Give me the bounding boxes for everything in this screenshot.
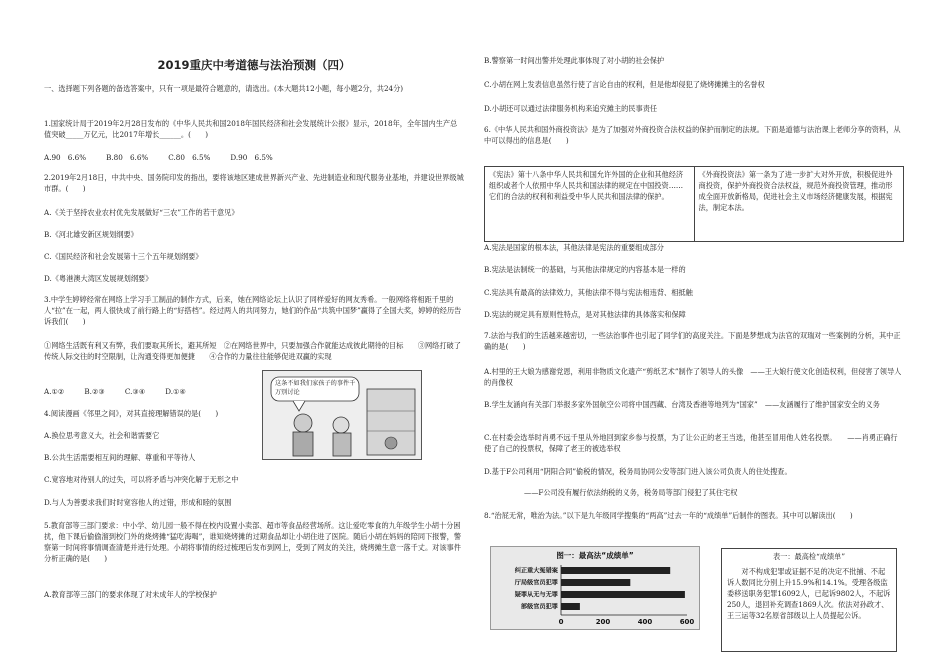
option: C.小胡在网上发表信息虽然行使了言论自由的权利，但是他却侵犯了烧烤摊摊主的名誉权: [484, 80, 765, 89]
option: D.小胡还可以通过法律服务机构来追究摊主的民事责任: [484, 104, 658, 113]
question-7: 7.法治与我们的生活越来越密切，一些法治事件也引起了同学们的高度关注。下面是梦想成为法官的双瑞对一些案例的分析，其中正确的是( ): [484, 331, 901, 351]
cartoon-image: [262, 370, 422, 460]
tick-label: 400: [637, 618, 653, 626]
option: C.《国民经济和社会发展第十三个五年规划纲要》: [44, 252, 203, 261]
option: D.①④: [165, 387, 186, 396]
bar: [561, 603, 580, 610]
option: B.《河北雄安新区规划纲要》: [44, 230, 138, 239]
option: D.90 6.5%: [230, 153, 273, 162]
table1-text: 对不构成犯罪或证据不足的决定不批捕、不起诉人数同比分别上升15.9%和14.1%。受理各级监委移送职务犯罪16092人，已起诉9802人，不起诉250人，退回补充调查1869人次。依法对孙政才、王三运等32名原省部级以上人员提起公诉。: [727, 567, 891, 620]
question-8: 8.“治屁无常，唯治为法。”以下是九年级同学搜集的“两高”过去一年的“成绩单”后制作的图表。其中可以解读出( ): [484, 511, 853, 520]
option: C.宪法具有最高的法律效力，其他法律不得与宪法相违背、相抵触: [484, 288, 693, 297]
tick-label: 600: [679, 618, 695, 626]
option: A.《关于坚持农业农村优先发展做好“三农”工作的若干意见》: [44, 208, 239, 217]
cartoon-caption: 这条不如我们家孩子的事件千万别讨论: [275, 380, 356, 396]
option: A.教育部等三部门的要求体现了对未成年人的学校保护: [44, 590, 217, 599]
page-title: 2019重庆中考道德与法治预测（四）: [157, 58, 351, 72]
option: D.与人为善要求我们时时宽容他人的过错，形成和睦的氛围: [44, 498, 232, 507]
option: C.80 6.5%: [168, 153, 211, 162]
option: B.警察第一时间出警并处理此事体现了对小胡的社会保护: [484, 56, 665, 65]
tick-label: 0: [558, 618, 564, 626]
question-3-items: ①网络生活既有利又有弊，我们要取其所长，避其所短 ②在网络世界中，只要加强合作就能达成彼此期待的目标 ③网络打破了传统人际交往的时空限制，让沟通变得更加便捷 ④合作的力量往往能够促进双赢的实现: [44, 341, 461, 361]
option: A.宪法是国家的根本法，其他法律是宪法的重要组成部分: [484, 243, 664, 252]
category-label: 部级官员犯罪: [520, 603, 558, 611]
category-label: 厅局级官员犯罪: [514, 579, 558, 587]
option: A.换位思考意义大，社会和谐需要它: [44, 431, 160, 440]
table1-title: 表一：最高检“成绩单”: [772, 552, 846, 561]
chart-title: 图一：最高法“成绩单”: [556, 551, 634, 560]
option: A.90 6.6%: [44, 153, 87, 162]
question-3: 3.中学生婷婷经常在网络上学习手工制品的制作方式，后来，她在网络论坛上认识了同样爱好的网友秀希。一般网络将相距千里的人“拉”在一起，两人很快成了前行路上的“好搭档”。经过两人的共同努力，她们的作品“共筑中国梦”赢得了全国大奖，婷婷的经历告诉我们( ): [44, 295, 462, 326]
tick-label: 200: [595, 618, 611, 626]
option: B.学生友涵向有关部门举报多家外国航空公司将中国西藏、台湾及香港等地列为“国家” ——友涵履行了维护国家安全的义务: [484, 400, 880, 409]
bar: [561, 591, 685, 598]
left-column: [44, 0, 464, 599]
procuratorate-table: [721, 548, 897, 652]
question-2: 2.2019年2月18日，中共中央、国务院印发的指出，要将该地区建成世界新兴产业、先进制造业和现代服务业基地，并建设世界级城市群。( ): [44, 173, 464, 193]
question-1: 1.国家统计局于2019年2月28日发布的《中华人民共和国2018年国民经济和社会发展统计公报》显示，2018年，全年国内生产总值突破_____万亿元，比2017年增长______。( ): [44, 119, 458, 139]
constitution-cell: 《宪法》第十八条中华人民共和国允许外国的企业和其他经济组织或者个人依照中华人民共和国法律的规定在中国投资……它们的合法的权利和利益受中华人民共和国法律的保护。: [489, 170, 684, 201]
question-6: 6.《中华人民共和国外商投资法》是为了加强对外商投资合法权益的保护而制定的法规。下面是道德与法治课上老师分享的资料，从中可以得出的信息是( ): [484, 125, 901, 145]
option: D.宪法的规定具有原则性特点，是对其他法律的具体落实和保障: [484, 310, 686, 319]
option: B.宪法是法制统一的基础，与其他法律规定的内容基本是一样的: [484, 265, 686, 274]
option-d-note: ——F公司没有履行依法纳税的义务，税务局等部门侵犯了其住宅权: [524, 488, 738, 497]
option: C.宽容地对待别人的过失，可以将矛盾与冲突化解于无形之中: [44, 475, 239, 484]
category-label: 纠正重大冤错案: [514, 567, 558, 575]
option: A.①②: [44, 387, 65, 396]
option: C.③④: [124, 387, 146, 396]
category-label: 疑罪从无与无罪: [514, 591, 558, 599]
law-comparison-table: [484, 166, 904, 242]
chart-svg: [491, 547, 699, 629]
option: A.村里的王大娘为感谢党恩，利用非物质文化遗产“剪纸艺术”制作了领导人的头像 ——王大娘行使文化创造权利，但侵害了领导人的肖像权: [484, 367, 902, 387]
option: D.《粤港澳大湾区发展规划纲要》: [44, 274, 153, 283]
bar: [561, 579, 630, 586]
option: C.在村委会选举时肖勇不远千里从外地回到家乡参与投票，为了让公正的老王当选，他甚至冒用他人姓名投票。 ——肖勇正确行使了自己的投票权，保障了老王的被选举权: [484, 433, 898, 453]
instruction: 一、选择题下列各题的备选答案中，只有一项是最符合题意的，请选出。(本大题共12小题，每小题2分，共24分): [44, 84, 404, 93]
bar: [561, 567, 670, 574]
option: B.公共生活需要相互间的理解、尊重和平等待人: [44, 453, 196, 462]
question-3-options: [44, 386, 294, 397]
question-1-options: [44, 152, 464, 163]
foreign-investment-law-cell: 《外商投资法》第一条为了进一步扩大对外开放，积极促进外商投资，保护外商投资合法权益，规范外商投资管理，推动形成全面开放新格局，促进社会主义市场经济健康发展，根据宪法，制定本法。: [694, 167, 904, 241]
question-4: 4.阅读漫画《邻里之间》，对其直接理解错误的是( ): [44, 409, 219, 418]
court-chart: [490, 546, 700, 630]
option: D.基于F公司利用“阴阳合同”偷税的情况，税务局协同公安等部门进入该公司负责人的住处搜查。: [484, 467, 792, 476]
option: B.80 6.6%: [106, 153, 149, 162]
question-5: 5.教育部等三部门要求：中小学、幼儿园一般不得在校内设置小卖部、超市等食品经营场所。这让爱吃零食的九年级学生小胡十分困扰，他下课后偷偷溜到校门外的烧烤摊“猛吃海喝”，谁知烧烤摊的过期食品却让小胡住进了医院。随后小胡在妈妈的陪同下报警，警察第一时间将事情调查清楚并进行处理。小胡将事情的经过梳理后发布到网上，受到了网友的关注，烧烤摊生意一落千丈。对该事件分析正确的是( ): [44, 521, 462, 563]
option: B.②③: [84, 387, 105, 396]
